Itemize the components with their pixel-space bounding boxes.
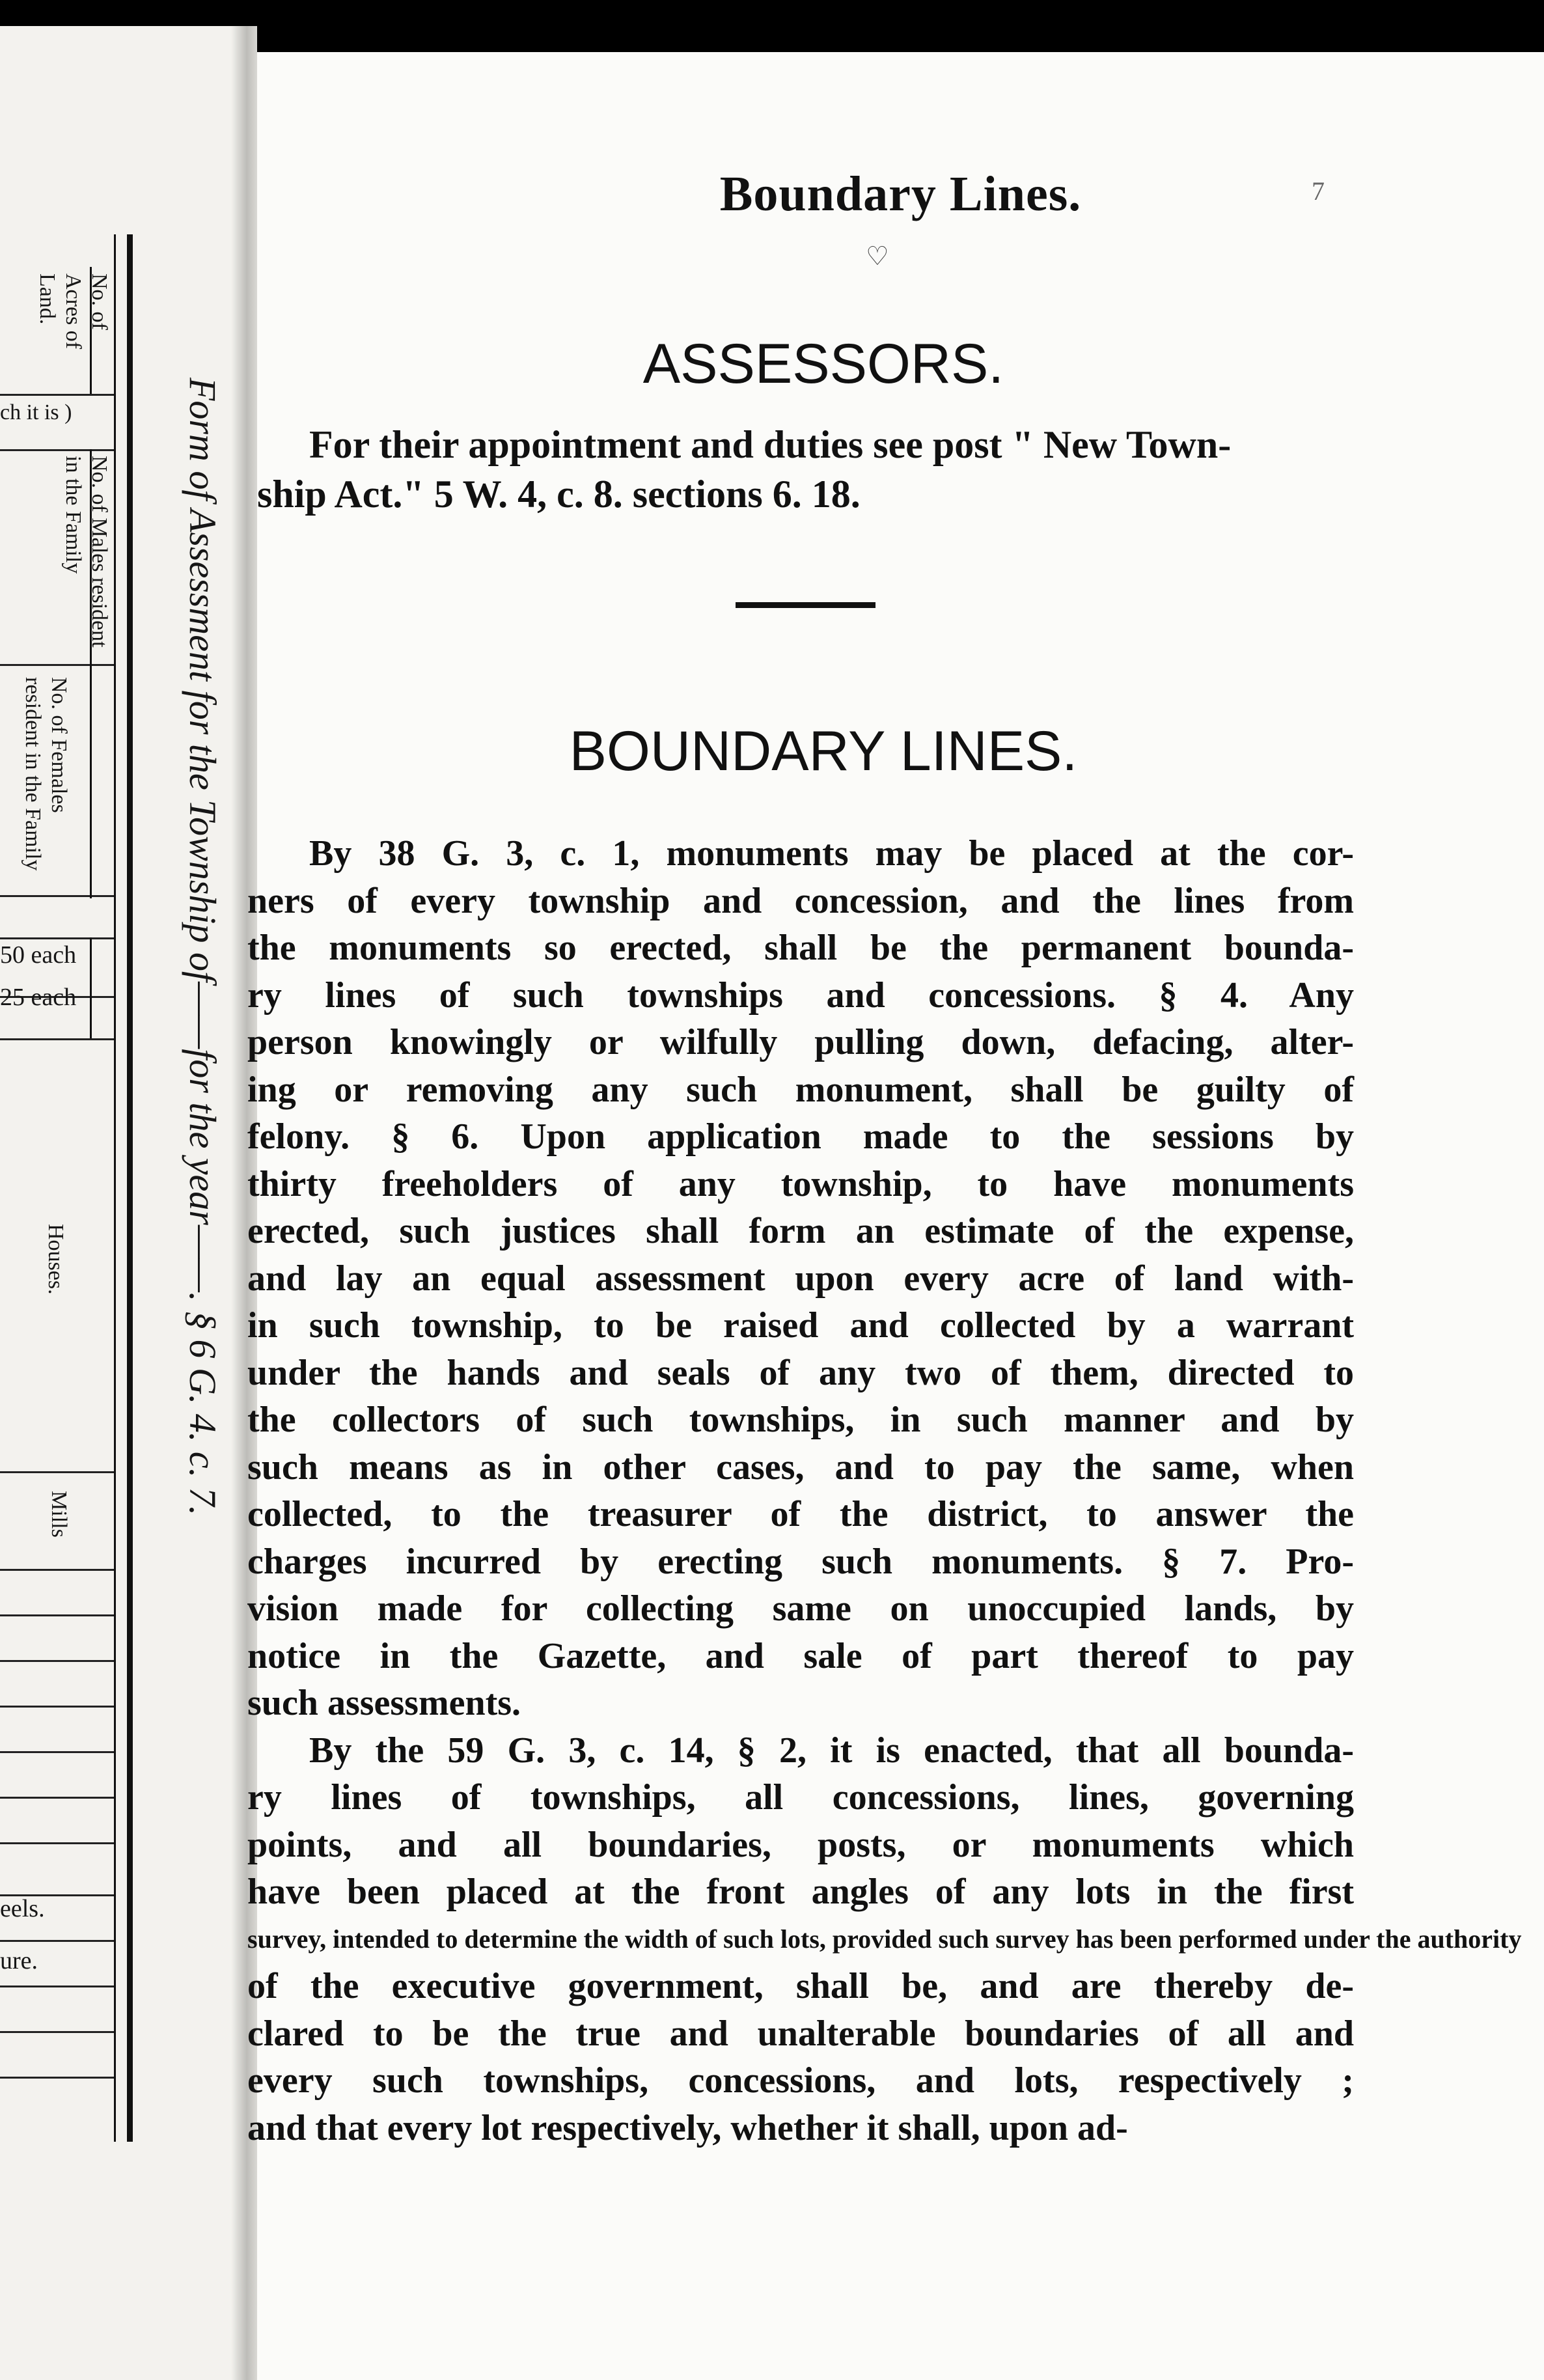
table-rule [0, 1614, 114, 1616]
body-line: ners of every township and concession, and the lines from [247, 880, 1354, 921]
body-line: have been placed at the front angles of any lots in the first [247, 1872, 1354, 1912]
col-header-houses-text: Houses. [44, 1224, 68, 1295]
assessors-line: ship Act." 5 W. 4, c. 8. sections 6. 18. [257, 473, 861, 516]
section-divider [736, 602, 875, 608]
body-line: notice in the Gazette, and sale of part thereof to pay [247, 1635, 1354, 1676]
table-rule [0, 1471, 114, 1473]
right-page [247, 52, 1544, 2380]
table-rule [0, 2031, 114, 2033]
body-line: under the hands and seals of any two of them, directed to [247, 1352, 1354, 1393]
table-rule [0, 1986, 114, 1987]
body-line: and lay an equal assessment upon every acre of land with- [247, 1258, 1354, 1299]
body-line: By 38 G. 3, c. 1, monuments may be placed at the cor- [309, 833, 1354, 874]
fragment-each-50: 50 each [0, 941, 77, 969]
body-line: in such township, to be raised and collected by a warrant [247, 1305, 1354, 1346]
body-line: collected, to the treasurer of the district, to answer the [247, 1494, 1354, 1534]
body-line: charges incurred by erecting such monuments. § 7. Pro- [247, 1541, 1354, 1582]
fragment-which-is: ch it is ) [0, 400, 72, 424]
col-header-mills [46, 1491, 72, 1538]
body-line: clared to be the true and unalterable boundaries of all and [247, 2013, 1354, 2054]
body-line: thirty freeholders of any township, to have monuments [247, 1163, 1354, 1204]
table-rule [0, 1751, 114, 1753]
running-head: Boundary Lines. [719, 167, 1082, 221]
col-header-males [60, 456, 112, 651]
boundary-lines-body [247, 830, 1522, 2152]
fragment-furniture: ure. [0, 1947, 38, 1974]
body-line: survey, intended to determine the width of such lots, provided such survey has been performed under the authority [247, 1924, 1522, 1954]
body-line: and that every lot respectively, whether it shall, upon ad- [247, 2107, 1128, 2148]
section-title-boundary-lines: BOUNDARY LINES. [569, 720, 1078, 782]
table-rule [0, 895, 114, 897]
table-border-right [114, 234, 116, 2142]
col-header-females [20, 677, 72, 892]
body-line: ry lines of townships, all concessions, lines, governing [247, 1777, 1354, 1818]
page-number: 7 [1312, 176, 1325, 206]
body-line: ing or removing any such monument, shall be guilty of [247, 1069, 1354, 1110]
body-line: ry lines of such townships and concessions. § 4. Any [247, 975, 1354, 1016]
table-rule [0, 1660, 114, 1662]
fragment-wheels: eels. [0, 1895, 45, 1922]
table-rule [0, 1569, 114, 1571]
body-line: the collectors of such townships, in such manner and by [247, 1400, 1354, 1440]
assessors-line: For their appointment and duties see post " New Town- [309, 423, 1232, 466]
body-line: person knowingly or wilfully pulling down, defacing, alter- [247, 1022, 1354, 1062]
table-rule [0, 937, 114, 939]
body-line: felony. § 6. Upon application made to the sessions by [247, 1116, 1354, 1157]
col-header-females-text: No. of Females resident in the Family [21, 677, 71, 871]
col-header-males-text: No. of Males resident in the Family [61, 456, 111, 648]
table-rule [0, 1842, 114, 1844]
table-rule [0, 664, 114, 666]
body-line: vision made for collecting same on unoccupied lands, by [247, 1588, 1354, 1629]
form-title [181, 378, 225, 1515]
table-rule [0, 2077, 114, 2079]
table-rule [0, 449, 114, 451]
body-line: points, and all boundaries, posts, or monuments which [247, 1824, 1354, 1865]
col-header-acres [34, 273, 112, 404]
section-title-assessors: ASSESSORS. [642, 333, 1004, 395]
left-page [0, 26, 247, 2380]
col-header-acres-text: No. of Acres of Land. [35, 273, 111, 350]
col-header-mills-text: Mills [47, 1491, 71, 1538]
table-rule [0, 1706, 114, 1708]
table-border-left [127, 234, 133, 2142]
assessors-paragraph [257, 420, 1390, 519]
body-line: By the 59 G. 3, c. 14, § 2, it is enacted, that all bounda- [309, 1730, 1354, 1771]
body-line: such assessments. [247, 1683, 521, 1723]
table-rule [0, 1038, 114, 1040]
body-line: such means as in other cases, and to pay the same, when [247, 1446, 1354, 1488]
fragment-each-25: 25 each [0, 984, 77, 1011]
printer-mark: ♡ [866, 242, 889, 271]
body-line: every such townships, concessions, and lots, respectively ; [247, 2060, 1354, 2101]
header-rule [90, 937, 92, 1038]
form-title-text: Form of Assessment for the Township of——for the year——. § 6 G. 4. c. 7. [182, 378, 224, 1516]
body-line: of the executive government, shall be, and are thereby de- [247, 1966, 1354, 2006]
table-rule [0, 1940, 114, 1942]
col-header-houses [42, 1224, 68, 1295]
table-rule [0, 1797, 114, 1799]
body-line: erected, such justices shall form an estimate of the expense, [247, 1211, 1354, 1251]
body-line: the monuments so erected, shall be the permanent bounda- [247, 928, 1354, 968]
